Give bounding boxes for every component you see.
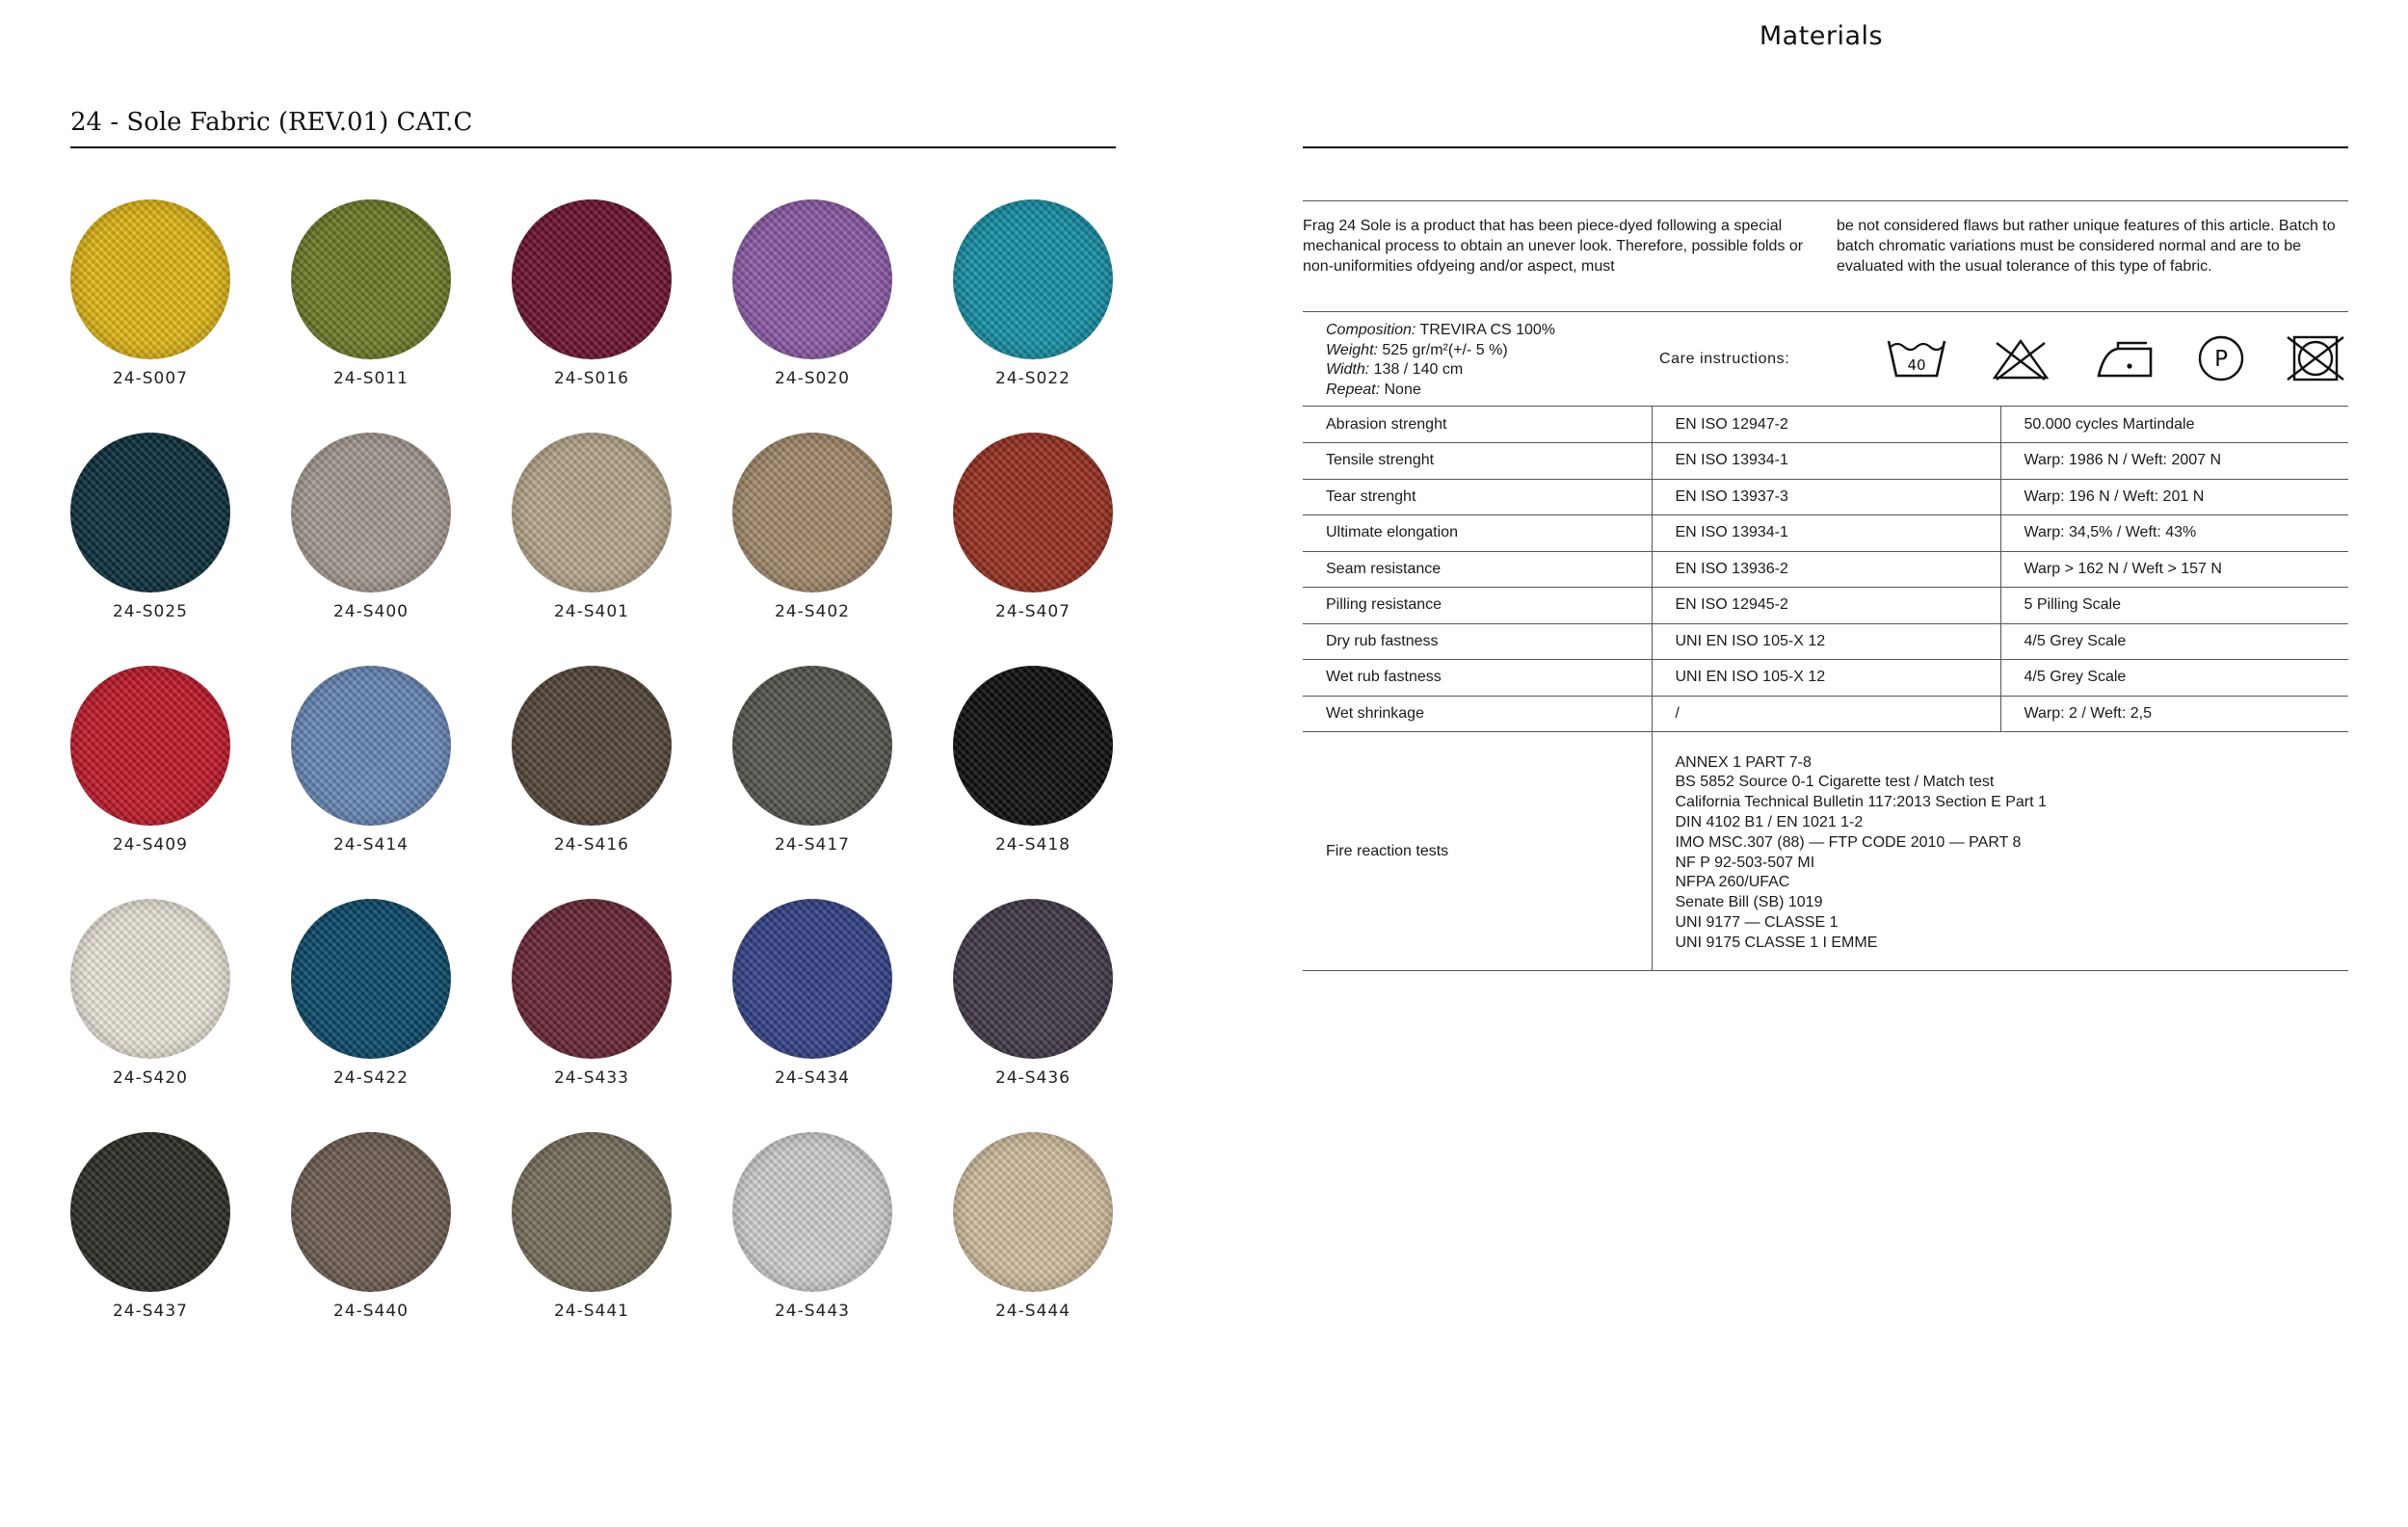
property-name: Seam resistance [1303, 551, 1652, 588]
fabric-swatch [512, 899, 672, 1092]
swatch-code: 24-S011 [332, 369, 409, 388]
swatch-code: 24-S401 [553, 602, 629, 621]
fire-test-item: NF P 92-503-507 MI [1675, 854, 1815, 871]
swatch-code: 24-S025 [112, 602, 188, 621]
property-row [1303, 623, 2348, 660]
swatch-disc [291, 666, 451, 826]
property-name: Pilling resistance [1303, 588, 1652, 624]
dry-clean-letter: P [2214, 347, 2228, 372]
swatch-code: 24-S022 [994, 369, 1071, 388]
swatch-disc [953, 433, 1113, 592]
swatch-code: 24-S434 [774, 1068, 850, 1088]
fabric-swatch [953, 433, 1113, 625]
width-label: Width: [1326, 361, 1370, 378]
fabric-swatch [953, 199, 1113, 392]
fire-test-item: Senate Bill (SB) 1019 [1675, 894, 1823, 911]
property-standard: EN ISO 12945-2 [1652, 588, 2000, 624]
fabric-swatch [70, 433, 230, 625]
swatch-disc [291, 433, 451, 592]
property-standard: EN ISO 13937-3 [1652, 479, 2000, 515]
property-value: Warp > 162 N / Weft > 157 N [2000, 551, 2348, 588]
fabric-swatch [732, 433, 892, 625]
property-row [1303, 551, 2348, 588]
swatch-code: 24-S407 [994, 602, 1071, 621]
swatch-disc [512, 666, 672, 826]
fabric-swatch [512, 199, 672, 392]
swatch-disc [70, 899, 230, 1059]
property-value: 4/5 Grey Scale [2000, 623, 2348, 660]
swatch-code: 24-S420 [112, 1068, 188, 1088]
swatch-code: 24-S433 [553, 1068, 629, 1088]
fabric-swatch [291, 899, 451, 1092]
fabric-swatch [953, 1132, 1113, 1325]
swatch-disc [512, 433, 672, 592]
fabric-swatch [70, 1132, 230, 1325]
swatch-disc [732, 199, 892, 359]
property-value: Warp: 34,5% / Weft: 43% [2000, 515, 2348, 552]
composition-label: Composition: [1326, 322, 1416, 338]
width-value: 138 / 140 cm [1369, 361, 1464, 378]
property-value: 5 Pilling Scale [2000, 588, 2348, 624]
property-row [1303, 660, 2348, 697]
property-row [1303, 407, 2348, 443]
swatch-code: 24-S402 [774, 602, 850, 621]
property-row [1303, 588, 2348, 624]
fabric-swatch [953, 899, 1113, 1092]
fire-test-item: California Technical Bulletin 117:2013 Section E Part 1 [1675, 794, 2047, 811]
swatch-disc [512, 199, 672, 359]
swatch-code: 24-S440 [332, 1302, 409, 1321]
fabric-swatch [732, 1132, 892, 1325]
fabric-swatch [70, 666, 230, 858]
intro-top-rule [1303, 200, 2348, 201]
swatch-code: 24-S422 [332, 1068, 409, 1088]
swatch-code: 24-S016 [553, 369, 629, 388]
care-instructions-label: Care instructions: [1659, 351, 1790, 367]
swatch-code: 24-S409 [112, 835, 188, 855]
property-value: 4/5 Grey Scale [2000, 660, 2348, 697]
weight-line [1326, 341, 1555, 361]
fire-test-item: UNI 9175 CLASSE 1 I EMME [1675, 934, 1878, 951]
fabric-swatch [291, 199, 451, 392]
property-name: Ultimate elongation [1303, 515, 1652, 552]
swatch-disc [70, 199, 230, 359]
fabric-swatch [291, 666, 451, 858]
swatch-code: 24-S020 [774, 369, 850, 388]
property-row [1303, 515, 2348, 552]
swatch-code: 24-S444 [994, 1302, 1071, 1321]
composition-value: TREVIRA CS 100% [1416, 322, 1556, 338]
dry-clean-p-icon [2189, 333, 2253, 383]
property-name: Wet shrinkage [1303, 696, 1652, 732]
swatch-code: 24-S417 [774, 835, 850, 855]
swatch-disc [953, 666, 1113, 826]
property-standard: EN ISO 13936-2 [1652, 551, 2000, 588]
property-standard: UNI EN ISO 105-X 12 [1652, 623, 2000, 660]
swatch-disc [70, 433, 230, 592]
spec-block [1326, 321, 1555, 400]
repeat-line [1326, 381, 1555, 401]
fabric-swatch [953, 666, 1113, 858]
title-rule [70, 146, 1116, 148]
composition-line [1326, 321, 1555, 341]
swatch-code: 24-S443 [774, 1302, 850, 1321]
wash-temp-text: 40 [1907, 356, 1926, 374]
swatch-disc [70, 666, 230, 826]
wash-40-icon [1885, 333, 1948, 383]
repeat-label: Repeat: [1326, 381, 1381, 398]
weight-label: Weight: [1326, 341, 1378, 358]
swatch-disc [953, 199, 1113, 359]
fire-tests-list [1676, 750, 2349, 954]
fabric-swatch [70, 899, 230, 1092]
page-heading: Materials [1759, 21, 1884, 51]
property-standard: EN ISO 13934-1 [1652, 515, 2000, 552]
fabric-swatch [70, 199, 230, 392]
fire-label: Fire reaction tests [1303, 732, 1652, 971]
swatch-code: 24-S007 [112, 369, 188, 388]
swatch-disc [291, 1132, 451, 1292]
property-row [1303, 443, 2348, 480]
property-standard: EN ISO 13934-1 [1652, 443, 2000, 480]
property-standard: / [1652, 696, 2000, 732]
swatch-disc [953, 899, 1113, 1059]
swatch-disc [512, 1132, 672, 1292]
intro-text-left: Frag 24 Sole is a product that has been piece-dyed following a special mechanical process to obtain an unever look. Therefore, possible folds or non-uniformities ofdyeing and/or aspect, must [1303, 218, 1804, 275]
fire-test-item: BS 5852 Source 0-1 Cigarette test / Match test [1675, 774, 1995, 791]
property-name: Abrasion strenght [1303, 407, 1652, 443]
swatch-code: 24-S418 [994, 835, 1071, 855]
fire-test-item: UNI 9177 — CLASSE 1 [1675, 913, 1839, 931]
swatch-disc [512, 899, 672, 1059]
fabric-swatch [732, 666, 892, 858]
swatch-disc [732, 433, 892, 592]
swatch-code: 24-S414 [332, 835, 409, 855]
iron-low-icon [2093, 333, 2157, 383]
no-tumble-dry-icon [2284, 333, 2347, 383]
section-rule [1303, 146, 2348, 148]
swatch-code: 24-S400 [332, 602, 409, 621]
swatch-disc [732, 666, 892, 826]
collection-title: 24 - Sole Fabric (REV.01) CAT.C [70, 108, 473, 137]
property-name: Tear strenght [1303, 479, 1652, 515]
weight-value: 525 gr/m²(+/- 5 %) [1377, 341, 1508, 358]
intro-bottom-rule [1303, 311, 2348, 312]
swatch-disc [732, 1132, 892, 1292]
fabric-swatch [732, 899, 892, 1092]
property-row [1303, 479, 2348, 515]
width-line [1326, 360, 1555, 381]
property-value: Warp: 2 / Weft: 2,5 [2000, 696, 2348, 732]
property-value: Warp: 1986 N / Weft: 2007 N [2000, 443, 2348, 480]
fire-test-item: DIN 4102 B1 / EN 1021 1-2 [1675, 813, 1864, 830]
fire-test-item: ANNEX 1 PART 7-8 [1675, 753, 1812, 771]
fabric-swatch [512, 666, 672, 858]
intro-text-right: be not considered flaws but rather unique features of this article. Batch to batch chromatic variations must be considered normal and are to be evaluated with the usual tolerance of this type of fabric. [1837, 218, 2336, 275]
no-bleach-icon [1989, 333, 2052, 383]
property-standard: EN ISO 12947-2 [1652, 407, 2000, 443]
repeat-value: None [1380, 381, 1421, 398]
property-name: Wet rub fastness [1303, 660, 1652, 697]
property-value: 50.000 cycles Martindale [2000, 407, 2348, 443]
fire-test-item: NFPA 260/UFAC [1675, 874, 1790, 891]
properties-body [1303, 407, 2348, 732]
fabric-swatch [291, 1132, 451, 1325]
property-name: Tensile strenght [1303, 443, 1652, 480]
fire-tests-cell [1652, 732, 2348, 971]
fabric-swatch [732, 199, 892, 392]
swatch-disc [953, 1132, 1113, 1292]
property-standard: UNI EN ISO 105-X 12 [1652, 660, 2000, 697]
property-row [1303, 696, 2348, 732]
properties-table [1303, 407, 2348, 971]
swatch-code: 24-S416 [553, 835, 629, 855]
fire-row [1303, 732, 2348, 971]
property-name: Dry rub fastness [1303, 623, 1652, 660]
swatch-disc [70, 1132, 230, 1292]
swatch-code: 24-S437 [112, 1302, 188, 1321]
fabric-swatch [512, 433, 672, 625]
swatch-disc [291, 199, 451, 359]
fabric-swatch [512, 1132, 672, 1325]
swatch-disc [291, 899, 451, 1059]
swatch-disc [732, 899, 892, 1059]
fabric-swatch [291, 433, 451, 625]
fire-test-item: IMO MSC.307 (88) — FTP CODE 2010 — PART 8 [1675, 833, 2022, 851]
swatch-code: 24-S441 [553, 1302, 629, 1321]
property-value: Warp: 196 N / Weft: 201 N [2000, 479, 2348, 515]
swatch-code: 24-S436 [994, 1068, 1071, 1088]
